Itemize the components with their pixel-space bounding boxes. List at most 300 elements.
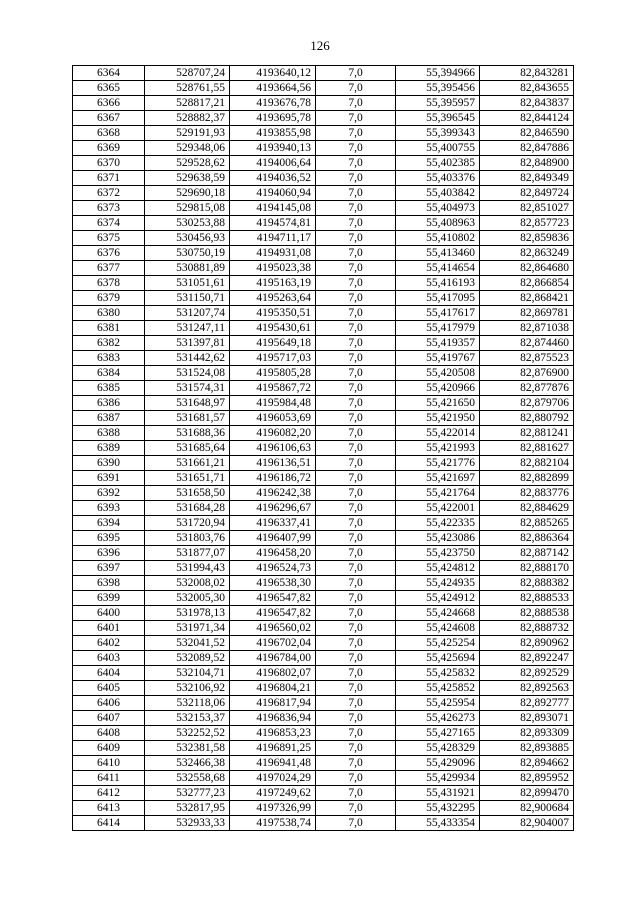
table-row [73, 261, 574, 276]
table-row [73, 96, 574, 111]
width-cell: 7,0 [316, 171, 396, 186]
y-coordinate-cell: 4194036,52 [230, 171, 316, 186]
width-cell: 7,0 [316, 741, 396, 756]
x-coordinate-cell: 530881,89 [145, 261, 230, 276]
y-coordinate-cell: 4196804,21 [230, 681, 316, 696]
latitude-cell: 55,421697 [396, 471, 480, 486]
page-number: 126 [310, 38, 330, 53]
point-number-cell: 6402 [73, 636, 145, 651]
y-coordinate-cell: 4193695,78 [230, 111, 316, 126]
longitude-cell: 82,847886 [480, 141, 574, 156]
y-coordinate-cell: 4194006,64 [230, 156, 316, 171]
table-row [73, 306, 574, 321]
point-number-cell: 6412 [73, 786, 145, 801]
longitude-cell: 82,848900 [480, 156, 574, 171]
y-coordinate-cell: 4195023,38 [230, 261, 316, 276]
table-row [73, 561, 574, 576]
table-row [73, 606, 574, 621]
table-row [73, 366, 574, 381]
latitude-cell: 55,395456 [396, 81, 480, 96]
longitude-cell: 82,864680 [480, 261, 574, 276]
longitude-cell: 82,899470 [480, 786, 574, 801]
width-cell: 7,0 [316, 591, 396, 606]
y-coordinate-cell: 4196407,99 [230, 531, 316, 546]
x-coordinate-cell: 528707,24 [145, 66, 230, 81]
y-coordinate-cell: 4194931,08 [230, 246, 316, 261]
x-coordinate-cell: 532381,58 [145, 741, 230, 756]
table-row [73, 276, 574, 291]
x-coordinate-cell: 531684,28 [145, 501, 230, 516]
latitude-cell: 55,429934 [396, 771, 480, 786]
point-number-cell: 6383 [73, 351, 145, 366]
x-coordinate-cell: 532041,52 [145, 636, 230, 651]
latitude-cell: 55,425254 [396, 636, 480, 651]
width-cell: 7,0 [316, 321, 396, 336]
x-coordinate-cell: 531442,62 [145, 351, 230, 366]
x-coordinate-cell: 531051,61 [145, 276, 230, 291]
point-number-cell: 6367 [73, 111, 145, 126]
width-cell: 7,0 [316, 681, 396, 696]
width-cell: 7,0 [316, 186, 396, 201]
longitude-cell: 82,883776 [480, 486, 574, 501]
longitude-cell: 82,880792 [480, 411, 574, 426]
longitude-cell: 82,893071 [480, 711, 574, 726]
coordinates-table [72, 65, 574, 831]
width-cell: 7,0 [316, 156, 396, 171]
longitude-cell: 82,851027 [480, 201, 574, 216]
point-number-cell: 6400 [73, 606, 145, 621]
y-coordinate-cell: 4194574,81 [230, 216, 316, 231]
y-coordinate-cell: 4197249,62 [230, 786, 316, 801]
table-row [73, 471, 574, 486]
longitude-cell: 82,843655 [480, 81, 574, 96]
longitude-cell: 82,893309 [480, 726, 574, 741]
latitude-cell: 55,419767 [396, 351, 480, 366]
x-coordinate-cell: 529191,93 [145, 126, 230, 141]
x-coordinate-cell: 531658,50 [145, 486, 230, 501]
latitude-cell: 55,424812 [396, 561, 480, 576]
latitude-cell: 55,402385 [396, 156, 480, 171]
latitude-cell: 55,431921 [396, 786, 480, 801]
y-coordinate-cell: 4195649,18 [230, 336, 316, 351]
y-coordinate-cell: 4196702,04 [230, 636, 316, 651]
longitude-cell: 82,843837 [480, 96, 574, 111]
width-cell: 7,0 [316, 561, 396, 576]
width-cell: 7,0 [316, 411, 396, 426]
width-cell: 7,0 [316, 66, 396, 81]
width-cell: 7,0 [316, 126, 396, 141]
point-number-cell: 6396 [73, 546, 145, 561]
x-coordinate-cell: 529815,08 [145, 201, 230, 216]
x-coordinate-cell: 530253,88 [145, 216, 230, 231]
y-coordinate-cell: 4193664,56 [230, 81, 316, 96]
latitude-cell: 55,429096 [396, 756, 480, 771]
y-coordinate-cell: 4194145,08 [230, 201, 316, 216]
y-coordinate-cell: 4196242,38 [230, 486, 316, 501]
y-coordinate-cell: 4196337,41 [230, 516, 316, 531]
table-row [73, 111, 574, 126]
point-number-cell: 6378 [73, 276, 145, 291]
longitude-cell: 82,892777 [480, 696, 574, 711]
x-coordinate-cell: 528882,37 [145, 111, 230, 126]
latitude-cell: 55,421764 [396, 486, 480, 501]
latitude-cell: 55,421776 [396, 456, 480, 471]
x-coordinate-cell: 531685,64 [145, 441, 230, 456]
x-coordinate-cell: 531978,13 [145, 606, 230, 621]
y-coordinate-cell: 4195984,48 [230, 396, 316, 411]
longitude-cell: 82,868421 [480, 291, 574, 306]
point-number-cell: 6388 [73, 426, 145, 441]
table-row [73, 141, 574, 156]
longitude-cell: 82,857723 [480, 216, 574, 231]
x-coordinate-cell: 529638,59 [145, 171, 230, 186]
latitude-cell: 55,422335 [396, 516, 480, 531]
y-coordinate-cell: 4193640,12 [230, 66, 316, 81]
table-row [73, 501, 574, 516]
y-coordinate-cell: 4193940,13 [230, 141, 316, 156]
table-row [73, 651, 574, 666]
x-coordinate-cell: 532817,95 [145, 801, 230, 816]
width-cell: 7,0 [316, 276, 396, 291]
longitude-cell: 82,866854 [480, 276, 574, 291]
width-cell: 7,0 [316, 81, 396, 96]
table-row [73, 411, 574, 426]
y-coordinate-cell: 4196186,72 [230, 471, 316, 486]
width-cell: 7,0 [316, 426, 396, 441]
longitude-cell: 82,892247 [480, 651, 574, 666]
width-cell: 7,0 [316, 291, 396, 306]
table-row [73, 231, 574, 246]
x-coordinate-cell: 531651,71 [145, 471, 230, 486]
y-coordinate-cell: 4196547,82 [230, 606, 316, 621]
x-coordinate-cell: 531681,57 [145, 411, 230, 426]
point-number-cell: 6397 [73, 561, 145, 576]
width-cell: 7,0 [316, 756, 396, 771]
x-coordinate-cell: 529348,06 [145, 141, 230, 156]
longitude-cell: 82,888732 [480, 621, 574, 636]
point-number-cell: 6377 [73, 261, 145, 276]
longitude-cell: 82,895952 [480, 771, 574, 786]
longitude-cell: 82,900684 [480, 801, 574, 816]
point-number-cell: 6394 [73, 516, 145, 531]
y-coordinate-cell: 4195717,03 [230, 351, 316, 366]
longitude-cell: 82,890962 [480, 636, 574, 651]
width-cell: 7,0 [316, 801, 396, 816]
point-number-cell: 6395 [73, 531, 145, 546]
y-coordinate-cell: 4196560,02 [230, 621, 316, 636]
longitude-cell: 82,887142 [480, 546, 574, 561]
latitude-cell: 55,413460 [396, 246, 480, 261]
longitude-cell: 82,849724 [480, 186, 574, 201]
table-row [73, 426, 574, 441]
point-number-cell: 6405 [73, 681, 145, 696]
latitude-cell: 55,425852 [396, 681, 480, 696]
y-coordinate-cell: 4196802,07 [230, 666, 316, 681]
point-number-cell: 6406 [73, 696, 145, 711]
y-coordinate-cell: 4195350,51 [230, 306, 316, 321]
y-coordinate-cell: 4197024,29 [230, 771, 316, 786]
table-row [73, 246, 574, 261]
point-number-cell: 6393 [73, 501, 145, 516]
x-coordinate-cell: 531661,21 [145, 456, 230, 471]
longitude-cell: 82,892529 [480, 666, 574, 681]
point-number-cell: 6380 [73, 306, 145, 321]
width-cell: 7,0 [316, 441, 396, 456]
table-row [73, 186, 574, 201]
point-number-cell: 6410 [73, 756, 145, 771]
x-coordinate-cell: 531648,97 [145, 396, 230, 411]
point-number-cell: 6411 [73, 771, 145, 786]
table-row [73, 321, 574, 336]
width-cell: 7,0 [316, 216, 396, 231]
longitude-cell: 82,881627 [480, 441, 574, 456]
table-row [73, 756, 574, 771]
x-coordinate-cell: 531207,74 [145, 306, 230, 321]
point-number-cell: 6372 [73, 186, 145, 201]
point-number-cell: 6387 [73, 411, 145, 426]
x-coordinate-cell: 532089,52 [145, 651, 230, 666]
point-number-cell: 6401 [73, 621, 145, 636]
x-coordinate-cell: 531150,71 [145, 291, 230, 306]
point-number-cell: 6384 [73, 366, 145, 381]
point-number-cell: 6386 [73, 396, 145, 411]
x-coordinate-cell: 532153,37 [145, 711, 230, 726]
point-number-cell: 6382 [73, 336, 145, 351]
longitude-cell: 82,888382 [480, 576, 574, 591]
x-coordinate-cell: 532005,30 [145, 591, 230, 606]
longitude-cell: 82,874460 [480, 336, 574, 351]
y-coordinate-cell: 4195263,64 [230, 291, 316, 306]
latitude-cell: 55,421950 [396, 411, 480, 426]
latitude-cell: 55,399343 [396, 126, 480, 141]
longitude-cell: 82,893885 [480, 741, 574, 756]
longitude-cell: 82,876900 [480, 366, 574, 381]
latitude-cell: 55,423086 [396, 531, 480, 546]
latitude-cell: 55,424608 [396, 621, 480, 636]
width-cell: 7,0 [316, 336, 396, 351]
x-coordinate-cell: 528761,55 [145, 81, 230, 96]
y-coordinate-cell: 4196941,48 [230, 756, 316, 771]
y-coordinate-cell: 4193676,78 [230, 96, 316, 111]
table-row [73, 66, 574, 81]
latitude-cell: 55,408963 [396, 216, 480, 231]
longitude-cell: 82,882104 [480, 456, 574, 471]
x-coordinate-cell: 532104,71 [145, 666, 230, 681]
x-coordinate-cell: 532106,92 [145, 681, 230, 696]
latitude-cell: 55,423750 [396, 546, 480, 561]
y-coordinate-cell: 4196891,25 [230, 741, 316, 756]
point-number-cell: 6369 [73, 141, 145, 156]
latitude-cell: 55,421650 [396, 396, 480, 411]
width-cell: 7,0 [316, 621, 396, 636]
width-cell: 7,0 [316, 261, 396, 276]
latitude-cell: 55,395957 [396, 96, 480, 111]
latitude-cell: 55,420508 [396, 366, 480, 381]
width-cell: 7,0 [316, 651, 396, 666]
table-row [73, 441, 574, 456]
x-coordinate-cell: 532777,23 [145, 786, 230, 801]
table-row [73, 156, 574, 171]
table-row [73, 771, 574, 786]
longitude-cell: 82,849349 [480, 171, 574, 186]
latitude-cell: 55,414654 [396, 261, 480, 276]
width-cell: 7,0 [316, 771, 396, 786]
y-coordinate-cell: 4193855,98 [230, 126, 316, 141]
y-coordinate-cell: 4195163,19 [230, 276, 316, 291]
latitude-cell: 55,424668 [396, 606, 480, 621]
point-number-cell: 6373 [73, 201, 145, 216]
point-number-cell: 6414 [73, 816, 145, 831]
y-coordinate-cell: 4196053,69 [230, 411, 316, 426]
width-cell: 7,0 [316, 456, 396, 471]
point-number-cell: 6374 [73, 216, 145, 231]
width-cell: 7,0 [316, 516, 396, 531]
y-coordinate-cell: 4195867,72 [230, 381, 316, 396]
latitude-cell: 55,425954 [396, 696, 480, 711]
y-coordinate-cell: 4196296,67 [230, 501, 316, 516]
longitude-cell: 82,892563 [480, 681, 574, 696]
x-coordinate-cell: 531247,11 [145, 321, 230, 336]
x-coordinate-cell: 531720,94 [145, 516, 230, 531]
table-row [73, 516, 574, 531]
width-cell: 7,0 [316, 231, 396, 246]
point-number-cell: 6381 [73, 321, 145, 336]
longitude-cell: 82,886364 [480, 531, 574, 546]
longitude-cell: 82,846590 [480, 126, 574, 141]
latitude-cell: 55,403842 [396, 186, 480, 201]
y-coordinate-cell: 4195430,61 [230, 321, 316, 336]
table-row [73, 816, 574, 831]
latitude-cell: 55,404973 [396, 201, 480, 216]
x-coordinate-cell: 530750,19 [145, 246, 230, 261]
latitude-cell: 55,422014 [396, 426, 480, 441]
point-number-cell: 6366 [73, 96, 145, 111]
y-coordinate-cell: 4196853,23 [230, 726, 316, 741]
point-number-cell: 6408 [73, 726, 145, 741]
width-cell: 7,0 [316, 366, 396, 381]
point-number-cell: 6376 [73, 246, 145, 261]
point-number-cell: 6407 [73, 711, 145, 726]
x-coordinate-cell: 532008,02 [145, 576, 230, 591]
latitude-cell: 55,425694 [396, 651, 480, 666]
width-cell: 7,0 [316, 351, 396, 366]
table-row [73, 696, 574, 711]
longitude-cell: 82,884629 [480, 501, 574, 516]
width-cell: 7,0 [316, 246, 396, 261]
point-number-cell: 6392 [73, 486, 145, 501]
width-cell: 7,0 [316, 711, 396, 726]
longitude-cell: 82,863249 [480, 246, 574, 261]
table-row [73, 786, 574, 801]
latitude-cell: 55,426273 [396, 711, 480, 726]
latitude-cell: 55,424912 [396, 591, 480, 606]
point-number-cell: 6409 [73, 741, 145, 756]
longitude-cell: 82,885265 [480, 516, 574, 531]
x-coordinate-cell: 532933,33 [145, 816, 230, 831]
table-row [73, 216, 574, 231]
width-cell: 7,0 [316, 96, 396, 111]
x-coordinate-cell: 528817,21 [145, 96, 230, 111]
longitude-cell: 82,882899 [480, 471, 574, 486]
point-number-cell: 6375 [73, 231, 145, 246]
point-number-cell: 6404 [73, 666, 145, 681]
width-cell: 7,0 [316, 471, 396, 486]
latitude-cell: 55,419357 [396, 336, 480, 351]
table-row [73, 456, 574, 471]
latitude-cell: 55,433354 [396, 816, 480, 831]
point-number-cell: 6364 [73, 66, 145, 81]
point-number-cell: 6399 [73, 591, 145, 606]
table-row [73, 291, 574, 306]
y-coordinate-cell: 4196524,73 [230, 561, 316, 576]
table-row [73, 531, 574, 546]
latitude-cell: 55,403376 [396, 171, 480, 186]
table-row [73, 636, 574, 651]
width-cell: 7,0 [316, 786, 396, 801]
x-coordinate-cell: 531971,34 [145, 621, 230, 636]
y-coordinate-cell: 4196784,00 [230, 651, 316, 666]
width-cell: 7,0 [316, 576, 396, 591]
table-row [73, 351, 574, 366]
width-cell: 7,0 [316, 396, 396, 411]
y-coordinate-cell: 4196817,94 [230, 696, 316, 711]
y-coordinate-cell: 4196836,94 [230, 711, 316, 726]
table-row [73, 81, 574, 96]
width-cell: 7,0 [316, 486, 396, 501]
x-coordinate-cell: 531994,43 [145, 561, 230, 576]
y-coordinate-cell: 4196136,51 [230, 456, 316, 471]
table-row [73, 681, 574, 696]
y-coordinate-cell: 4194060,94 [230, 186, 316, 201]
y-coordinate-cell: 4196082,20 [230, 426, 316, 441]
width-cell: 7,0 [316, 201, 396, 216]
x-coordinate-cell: 532118,06 [145, 696, 230, 711]
table-row [73, 336, 574, 351]
table-row [73, 126, 574, 141]
width-cell: 7,0 [316, 606, 396, 621]
y-coordinate-cell: 4196458,20 [230, 546, 316, 561]
table-row [73, 576, 574, 591]
width-cell: 7,0 [316, 531, 396, 546]
latitude-cell: 55,394966 [396, 66, 480, 81]
width-cell: 7,0 [316, 111, 396, 126]
width-cell: 7,0 [316, 306, 396, 321]
latitude-cell: 55,425832 [396, 666, 480, 681]
width-cell: 7,0 [316, 696, 396, 711]
x-coordinate-cell: 530456,93 [145, 231, 230, 246]
latitude-cell: 55,400755 [396, 141, 480, 156]
latitude-cell: 55,396545 [396, 111, 480, 126]
y-coordinate-cell: 4196106,63 [230, 441, 316, 456]
width-cell: 7,0 [316, 501, 396, 516]
y-coordinate-cell: 4196547,82 [230, 591, 316, 606]
latitude-cell: 55,421993 [396, 441, 480, 456]
width-cell: 7,0 [316, 726, 396, 741]
longitude-cell: 82,871038 [480, 321, 574, 336]
point-number-cell: 6398 [73, 576, 145, 591]
y-coordinate-cell: 4197538,74 [230, 816, 316, 831]
latitude-cell: 55,428329 [396, 741, 480, 756]
longitude-cell: 82,881241 [480, 426, 574, 441]
latitude-cell: 55,427165 [396, 726, 480, 741]
table-row [73, 726, 574, 741]
longitude-cell: 82,877876 [480, 381, 574, 396]
latitude-cell: 55,432295 [396, 801, 480, 816]
table-row [73, 381, 574, 396]
x-coordinate-cell: 531688,36 [145, 426, 230, 441]
x-coordinate-cell: 531877,07 [145, 546, 230, 561]
longitude-cell: 82,894662 [480, 756, 574, 771]
